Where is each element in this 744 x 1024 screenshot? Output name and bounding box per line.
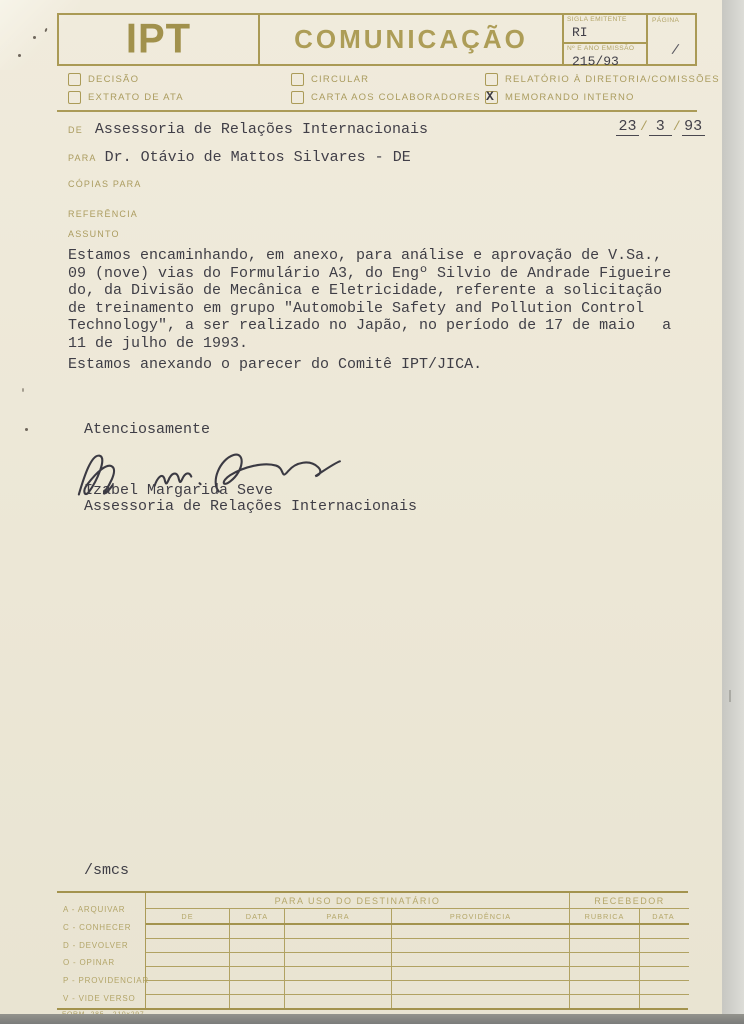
checkbox-label: CARTA AOS COLABORADORES <box>311 92 481 103</box>
checkbox-decisao <box>68 73 184 86</box>
table-cell <box>391 953 569 966</box>
divider-line <box>57 110 697 112</box>
body-line: Technology", a ser realizado no Japão, no período de 17 de maio a <box>68 317 672 335</box>
para-field <box>68 149 411 166</box>
table-cell <box>391 995 569 1008</box>
de-value: Assessoria de Relações Internacionais <box>94 121 428 138</box>
numero-emissao-label: Nº E ANO EMISSÃO <box>567 45 635 52</box>
checkbox-relatorio-diretoria <box>485 73 720 86</box>
scan-artifact <box>22 388 24 392</box>
table-cell <box>229 925 284 938</box>
legend-item: A - ARQUIVAR <box>63 905 126 914</box>
table-cell <box>229 967 284 980</box>
table-row <box>146 953 689 967</box>
table-cell <box>639 925 687 938</box>
body-line: 09 (nove) vias do Formulário A3, do Engº Silvio de Andrade Figueire <box>68 264 672 282</box>
scanner-background-right <box>722 0 744 1016</box>
form-title: COMUNICAÇÃO <box>294 24 528 54</box>
ipt-logo <box>59 15 260 64</box>
table-row <box>146 967 689 981</box>
table-cell <box>569 925 639 938</box>
checkbox-label: EXTRATO DE ATA <box>88 92 184 103</box>
sigla-emitente-label: SIGLA EMITENTE <box>567 16 627 23</box>
table-cell <box>639 939 687 952</box>
pagina-cell <box>648 15 695 64</box>
doc-type-column-1 <box>68 73 184 104</box>
date-separator: / <box>640 119 648 134</box>
table-cell <box>391 939 569 952</box>
closing <box>84 420 210 438</box>
date-field <box>616 118 705 136</box>
column-header-row <box>146 909 689 925</box>
legend-item: C - CONHECER <box>63 922 132 932</box>
pagina-value: / <box>669 42 680 60</box>
column-header: DATA <box>639 909 687 923</box>
body-paragraph-2 <box>68 355 482 373</box>
body-line: Estamos encaminhando, em anexo, para análise e aprovação de V.Sa., <box>68 247 663 264</box>
para-label: PARA <box>68 153 97 163</box>
body-line: de treinamento em grupo "Automobile Safety and Pollution Control <box>68 299 645 317</box>
destinatario-grid-rows <box>146 925 689 1008</box>
table-cell <box>284 995 391 1008</box>
column-header: RUBRICA <box>569 909 639 923</box>
table-cell <box>229 939 284 952</box>
signer-title: Assessoria de Relações Internacionais <box>84 498 418 515</box>
column-header: PROVIDÊNCIA <box>391 909 569 923</box>
x-mark: X <box>486 89 494 104</box>
checkbox-icon <box>291 91 304 104</box>
numero-emissao-cell <box>564 44 646 71</box>
referencia-label: REFERÊNCIA <box>68 209 139 219</box>
table-row <box>146 981 689 995</box>
copias-para-field <box>68 179 142 189</box>
sigla-emitente-cell <box>564 15 646 44</box>
column-header: PARA <box>284 909 391 923</box>
scan-artifact <box>729 690 731 702</box>
checkbox-extrato-de-ata <box>68 91 184 104</box>
body-paragraph-1 <box>68 247 671 353</box>
scan-artifact <box>33 36 36 39</box>
legend-item: V - VIDE VERSO <box>63 993 136 1003</box>
group-header-recebedor: RECEBEDOR <box>569 893 689 908</box>
checkbox-icon <box>68 73 81 86</box>
checkbox-circular <box>291 73 481 86</box>
legend-item: D - DEVOLVER <box>63 940 129 950</box>
column-header: DE <box>181 911 194 921</box>
assunto-field <box>68 229 120 239</box>
table-cell <box>569 953 639 966</box>
body-line: 11 de julho de 1993. <box>68 334 249 352</box>
assunto-label: ASSUNTO <box>68 229 120 239</box>
table-cell <box>284 981 391 994</box>
closing-text: Atenciosamente <box>84 421 211 438</box>
checkbox-label: MEMORANDO INTERNO <box>505 92 635 103</box>
table-cell <box>569 995 639 1008</box>
de-field <box>68 121 428 138</box>
doc-type-column-2 <box>291 73 481 104</box>
table-cell <box>569 967 639 980</box>
scan-artifact <box>25 428 28 431</box>
routing-table <box>57 891 688 1010</box>
checkbox-label: RELATÓRIO À DIRETORIA/COMISSÕES <box>505 74 720 85</box>
checkbox-label: DECISÃO <box>88 74 140 85</box>
de-label: DE <box>68 125 83 135</box>
checkbox-icon-checked <box>485 91 498 104</box>
table-cell <box>284 953 391 966</box>
table-cell <box>284 939 391 952</box>
checkbox-label: CIRCULAR <box>311 74 370 85</box>
referencia-field <box>68 209 138 219</box>
date-month: 3 <box>649 118 672 136</box>
column-header: DATA <box>229 909 284 923</box>
table-cell <box>639 953 687 966</box>
form-header <box>57 13 697 69</box>
table-cell <box>391 981 569 994</box>
table-cell <box>146 925 229 938</box>
numero-emissao-value: 215/93 <box>572 54 619 69</box>
pagina-label: PÁGINA <box>652 17 680 24</box>
group-header-row <box>146 893 689 909</box>
date-separator: / <box>672 119 681 134</box>
checkbox-icon <box>68 91 81 104</box>
table-cell <box>146 967 229 980</box>
table-cell <box>229 995 284 1008</box>
routing-legend <box>57 893 149 1008</box>
table-cell <box>284 967 391 980</box>
table-cell <box>569 939 639 952</box>
table-cell <box>391 967 569 980</box>
copias-para-label: CÓPIAS PARA <box>68 179 142 189</box>
sigla-emitente-value: RI <box>572 25 588 40</box>
body-line: do, da Divisão de Mecânica e Eletricidade, referente a solicitação <box>68 282 663 300</box>
table-cell <box>146 939 229 952</box>
form-title-cell <box>260 15 564 64</box>
doc-type-column-3 <box>485 73 720 104</box>
table-cell <box>391 925 569 938</box>
para-value: Dr. Otávio de Mattos Silvares - DE <box>104 149 411 166</box>
body-line: Estamos anexando o parecer do Comitê IPT/JICA. <box>68 356 483 373</box>
checkbox-carta-colaboradores <box>291 91 481 104</box>
scanner-background-bottom <box>0 1014 744 1024</box>
table-row <box>146 939 689 953</box>
signer-name: Izabel Margarida Seve <box>84 482 274 499</box>
table-cell <box>639 995 687 1008</box>
scan-artifact <box>18 54 21 57</box>
checkbox-icon <box>291 73 304 86</box>
table-cell <box>229 981 284 994</box>
table-cell <box>639 981 687 994</box>
table-cell <box>229 953 284 966</box>
table-cell <box>569 981 639 994</box>
typist-initials: /smcs <box>84 862 130 879</box>
legend-item: P - PROVIDENCIAR <box>63 976 149 986</box>
routing-grid <box>145 893 689 1008</box>
table-cell <box>639 967 687 980</box>
checkbox-memorando-interno <box>485 91 720 104</box>
header-meta-cell <box>564 15 648 69</box>
group-header-destinatario: PARA USO DO DESTINATÁRIO <box>274 895 441 906</box>
table-cell <box>146 953 229 966</box>
date-day: 23 <box>616 118 639 136</box>
date-year: 93 <box>682 118 705 136</box>
table-cell <box>146 981 229 994</box>
ipt-logo-text: IPT <box>125 15 192 63</box>
table-cell <box>284 925 391 938</box>
table-row <box>146 995 689 1008</box>
checkbox-icon <box>485 73 498 86</box>
legend-item: O - OPINAR <box>63 958 116 968</box>
table-cell <box>146 995 229 1008</box>
table-row <box>146 925 689 939</box>
